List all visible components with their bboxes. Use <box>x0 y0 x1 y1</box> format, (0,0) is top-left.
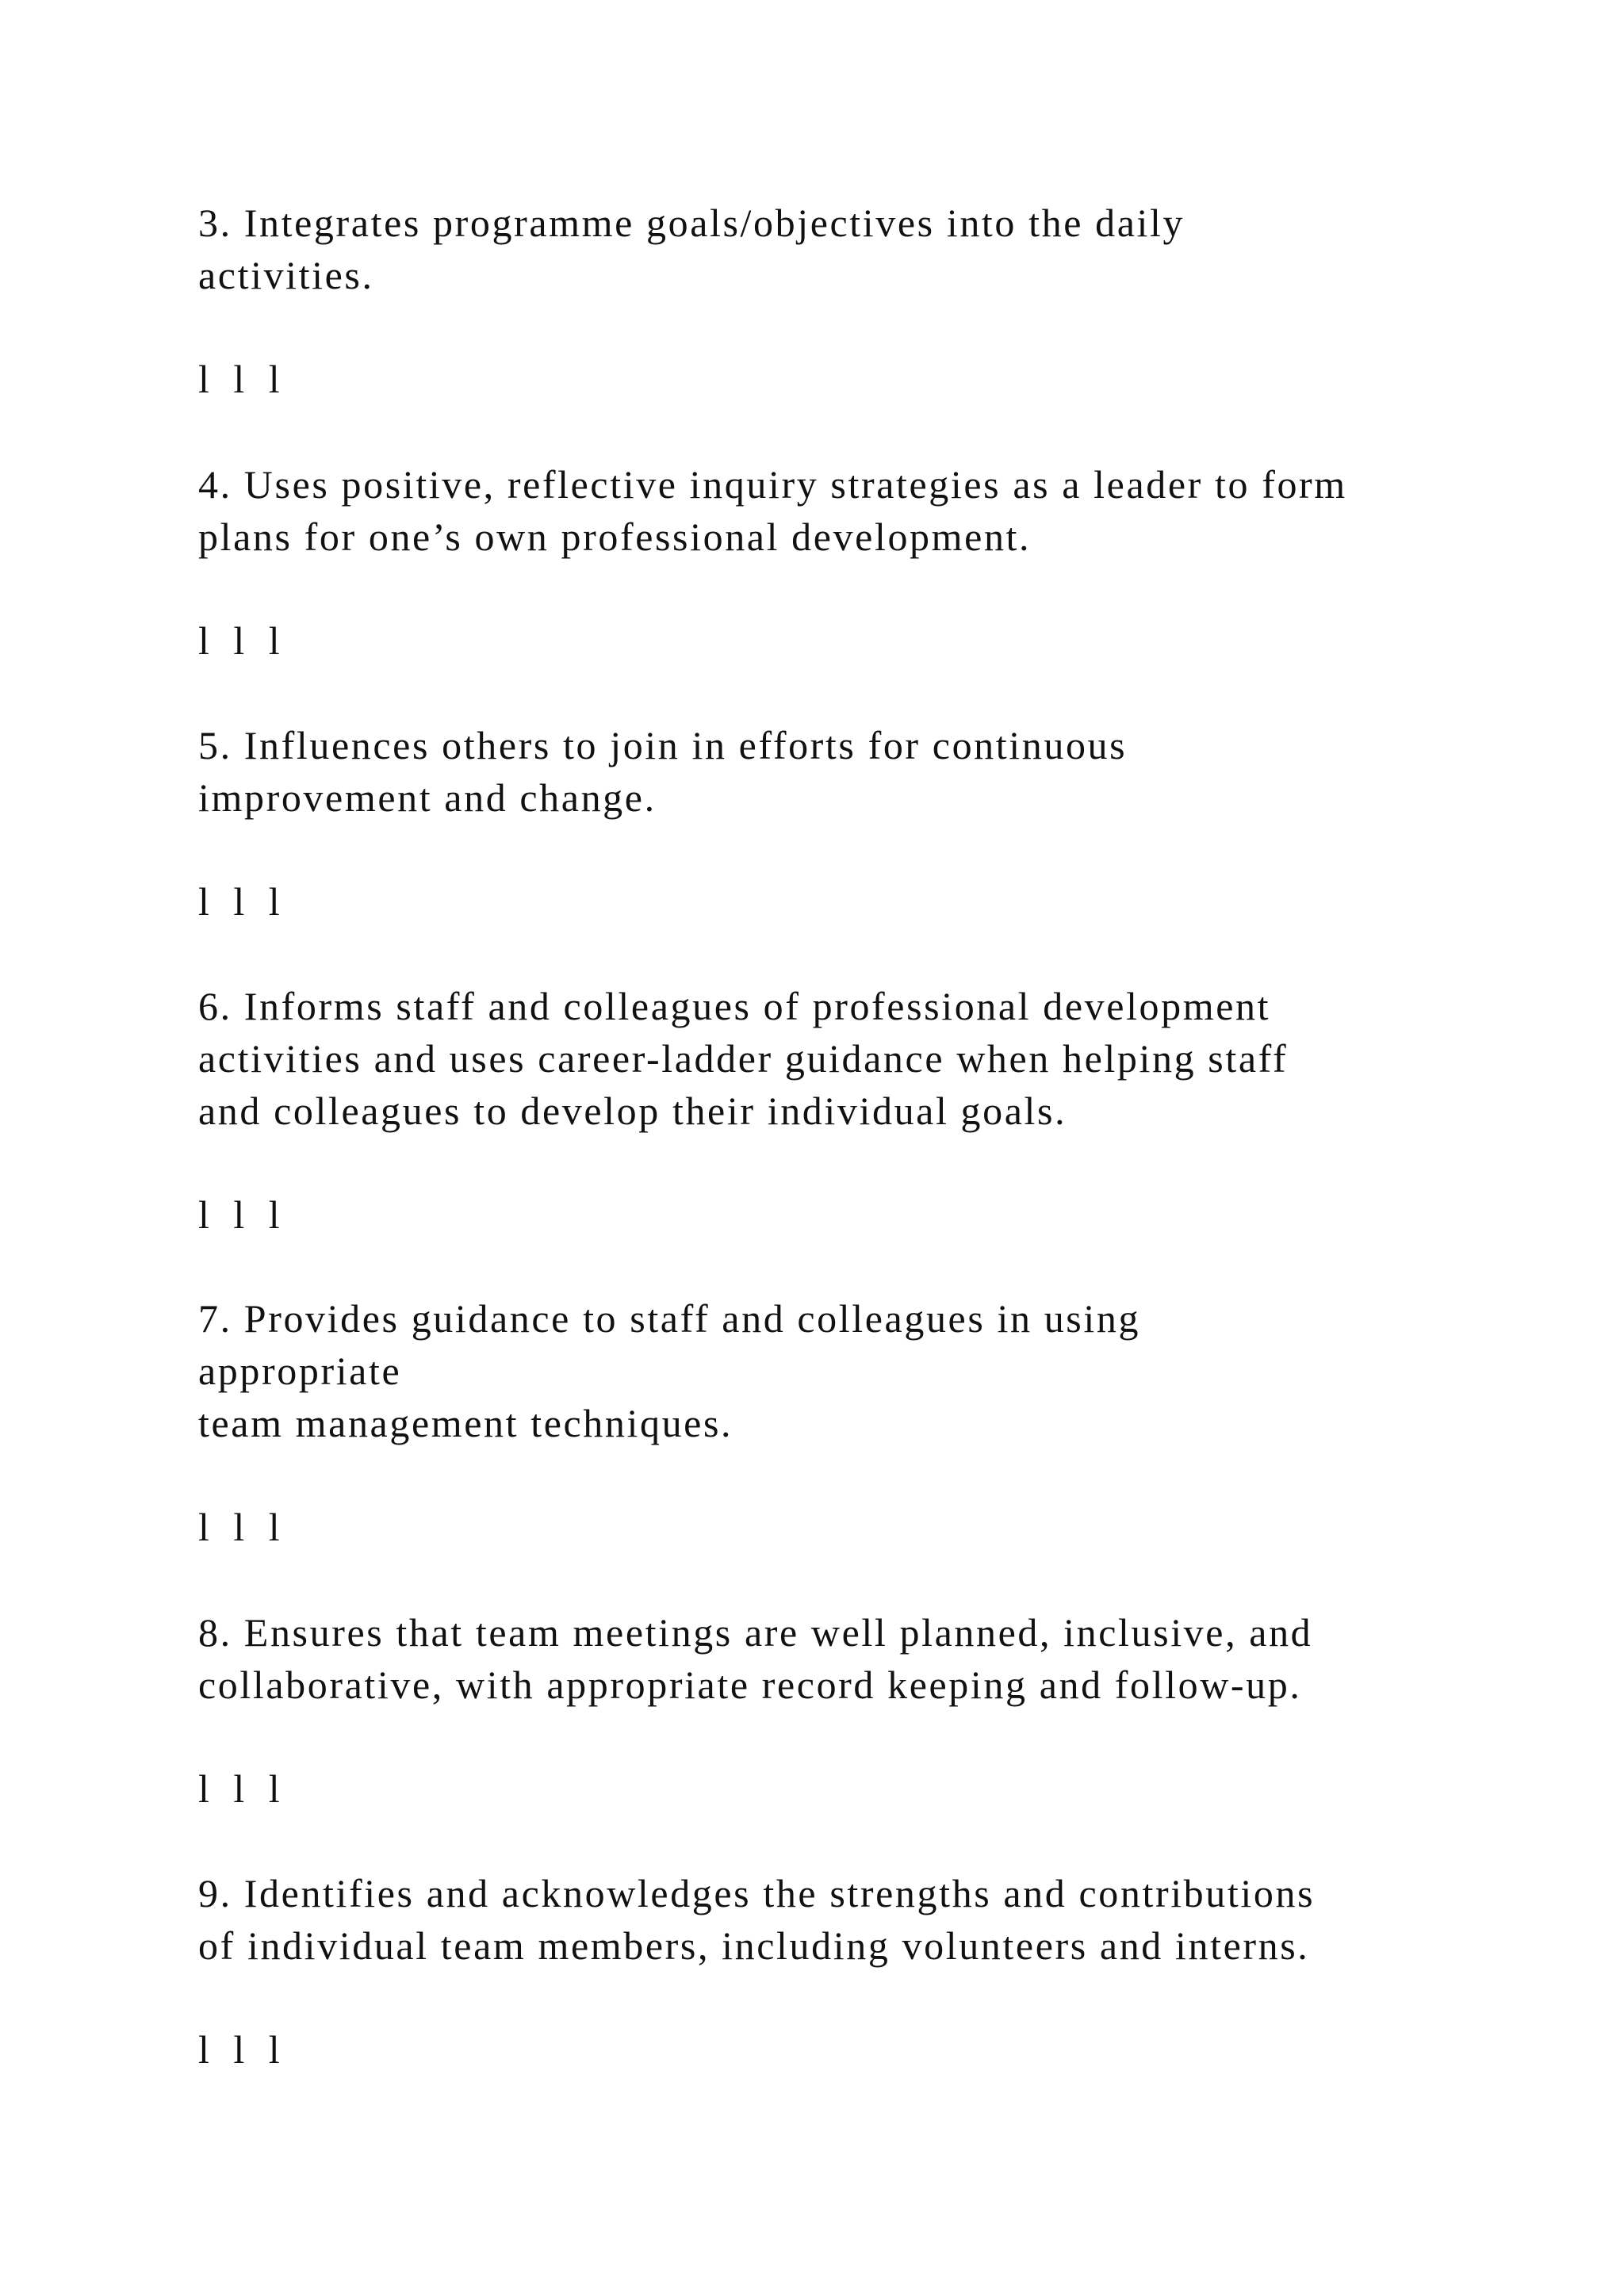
item-6-rating: l l l <box>198 1192 287 1237</box>
item-8-line-1: 8. Ensures that team meetings are well planned, inclusive, and <box>198 1610 1313 1655</box>
item-3-rating: l l l <box>198 357 287 401</box>
item-6-line-2: activities and uses career-ladder guidance when helping staff <box>198 1036 1289 1081</box>
item-6-line-1: 6. Informs staff and colleagues of professional development <box>198 984 1271 1028</box>
item-4-line-1: 4. Uses positive, reflective inquiry strategies as a leader to form <box>198 462 1347 507</box>
item-9-rating: l l l <box>198 2027 287 2072</box>
item-3-line-2: activities. <box>198 253 374 297</box>
item-6-line-3: and colleagues to develop their individual goals. <box>198 1089 1067 1133</box>
item-3-line-1: 3. Integrates programme goals/objectives into the daily <box>198 201 1185 245</box>
item-4-text <box>198 458 1499 563</box>
item-7-line-3: team management techniques. <box>198 1401 733 1445</box>
item-7-line-1: 7. Provides guidance to staff and colleagues in using <box>198 1296 1141 1341</box>
item-8-rating: l l l <box>198 1766 287 1811</box>
item-7-rating: l l l <box>198 1505 287 1549</box>
item-6-text <box>198 980 1499 1137</box>
item-8-line-2: collaborative, with appropriate record keeping and follow-up. <box>198 1663 1302 1707</box>
item-3-text <box>198 197 1499 301</box>
item-5-rating: l l l <box>198 879 287 924</box>
item-9-line-1: 9. Identifies and acknowledges the strengths and contributions <box>198 1871 1316 1915</box>
item-4-line-2: plans for one’s own professional development. <box>198 515 1032 559</box>
item-7-line-2: appropriate <box>198 1349 402 1393</box>
item-5-line-2: improvement and change. <box>198 775 657 820</box>
item-9-line-2: of individual team members, including volunteers and interns. <box>198 1923 1310 1968</box>
item-4-rating: l l l <box>198 618 287 663</box>
item-8-text <box>198 1606 1499 1711</box>
item-9-text <box>198 1867 1499 1972</box>
item-5-line-1: 5. Influences others to join in efforts for continuous <box>198 723 1128 767</box>
item-7-text <box>198 1292 1499 1449</box>
item-5-text <box>198 719 1499 824</box>
